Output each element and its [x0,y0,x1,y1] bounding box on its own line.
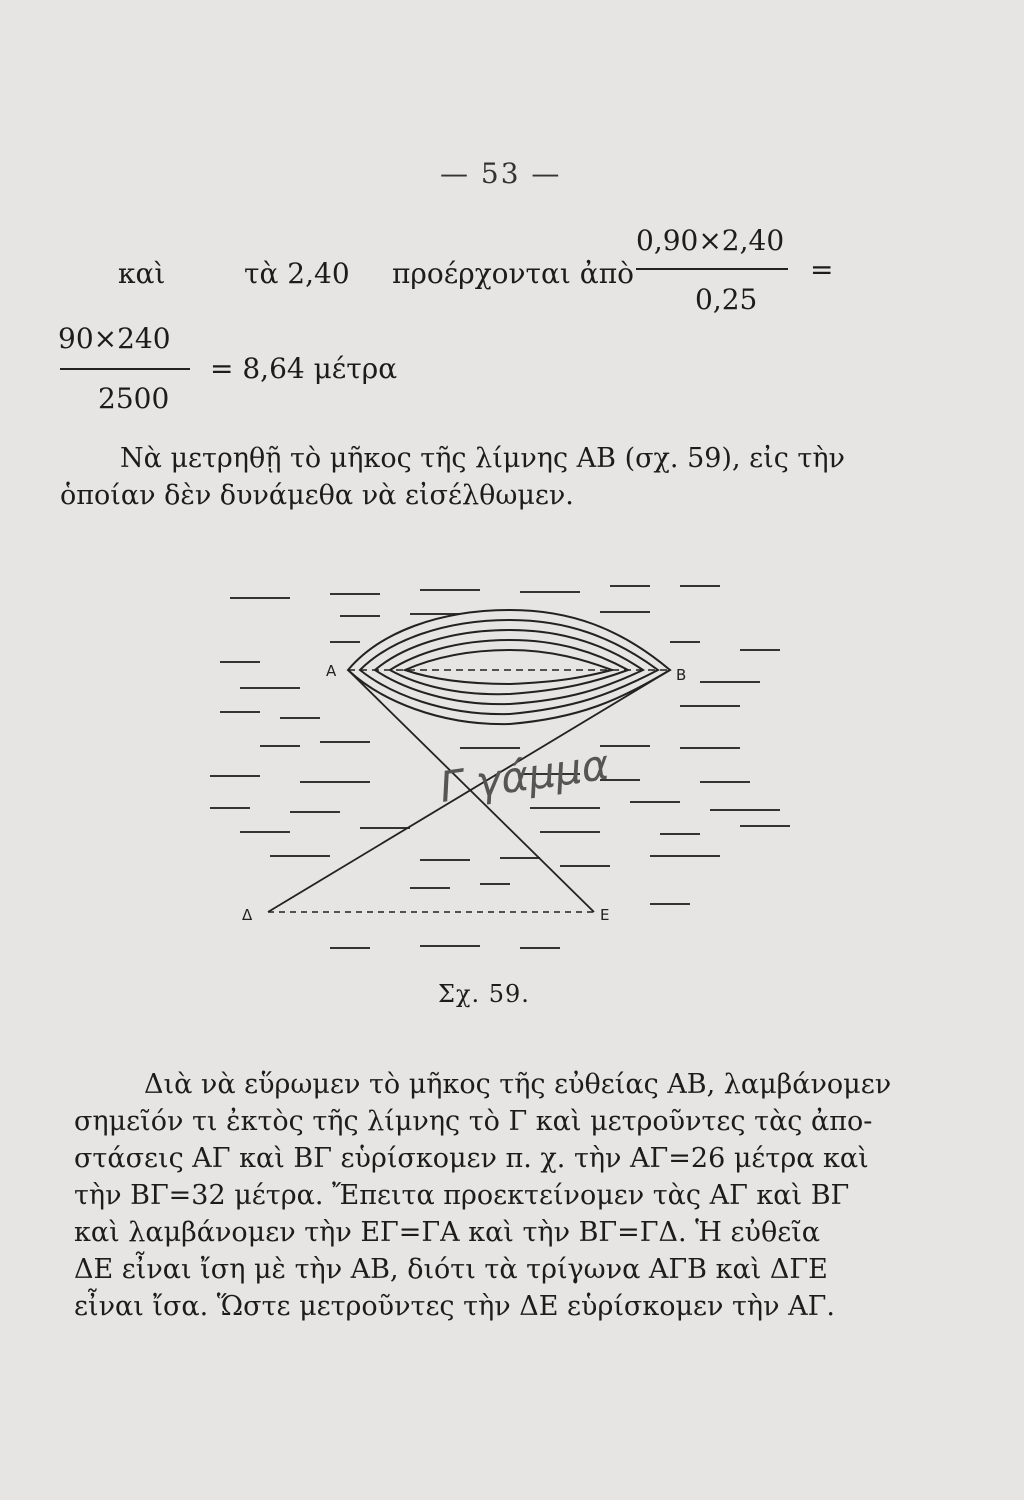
label-b: B [676,666,687,684]
problem-line: ὁποίαν δὲν δυνάμεθα νὰ εἰσέλθωμεν. [60,480,574,511]
solution-line: εἶναι ἴσα. Ὥστε μετροῦντες τὴν ΔΕ εὑρίσκομεν τὴν ΑΓ. [74,1291,835,1322]
page-number: — 53 — [440,157,562,190]
formula-2-numerator: 90×240 [58,322,171,355]
formula-1-fraction-bar [636,268,788,270]
formula-2-result: = 8,64 μέτρα [210,352,398,385]
problem-line: Νὰ μετρηθῇ τὸ μῆκος τῆς λίμνης ΑΒ (σχ. 59), εἰς τὴν [120,443,845,474]
solution-paragraph [74,1066,894,1325]
formula-1-proerchontai: προέρχονται ἀπὸ [392,257,634,290]
label-a: A [326,662,337,680]
formula-2-fraction-bar [60,368,190,370]
formula-1-equals: = [810,253,834,286]
figure-caption: Σχ. 59. [438,980,530,1008]
lake-contours [348,610,670,724]
problem-statement [60,440,892,514]
solution-line: στάσεις ΑΓ καὶ ΒΓ εὑρίσκομεν π. χ. τὴν ΑΓ=26 μέτρα καὶ [74,1143,869,1174]
solution-line: σημεῖόν τι ἐκτὸς τῆς λίμνης τὸ Γ καὶ μετροῦντες τὰς ἀπο- [74,1106,873,1137]
solution-line: καὶ λαμβάνομεν τὴν ΕΓ=ΓΑ καὶ τὴν ΒΓ=ΓΔ. Ἡ εὐθεῖα [74,1217,821,1248]
formula-1-ta-value: τὰ 2,40 [244,257,350,290]
solution-line: Διὰ νὰ εὕρωμεν τὸ μῆκος τῆς εὐθείας ΑΒ, λαμβάνομεν [144,1069,892,1100]
solution-line: ΔΕ εἶναι ἴση μὲ τὴν ΑΒ, διότι τὰ τρίγωνα ΑΓΒ καὶ ΔΓΕ [74,1254,828,1285]
label-d: Δ [242,906,253,924]
formula-1-denominator: 0,25 [695,283,758,316]
label-e: E [600,906,610,924]
formula-1-numerator: 0,90×2,40 [636,224,785,257]
formula-2-denominator: 2500 [98,382,170,415]
lake-figure [180,570,800,970]
solution-line: τὴν ΒΓ=32 μέτρα. Ἔπειτα προεκτείνομεν τὰς ΑΓ καὶ ΒΓ [74,1180,850,1211]
formula-1-kai: καὶ [118,257,166,290]
handwritten-gamma-note: Γ γάμμα [436,739,613,812]
